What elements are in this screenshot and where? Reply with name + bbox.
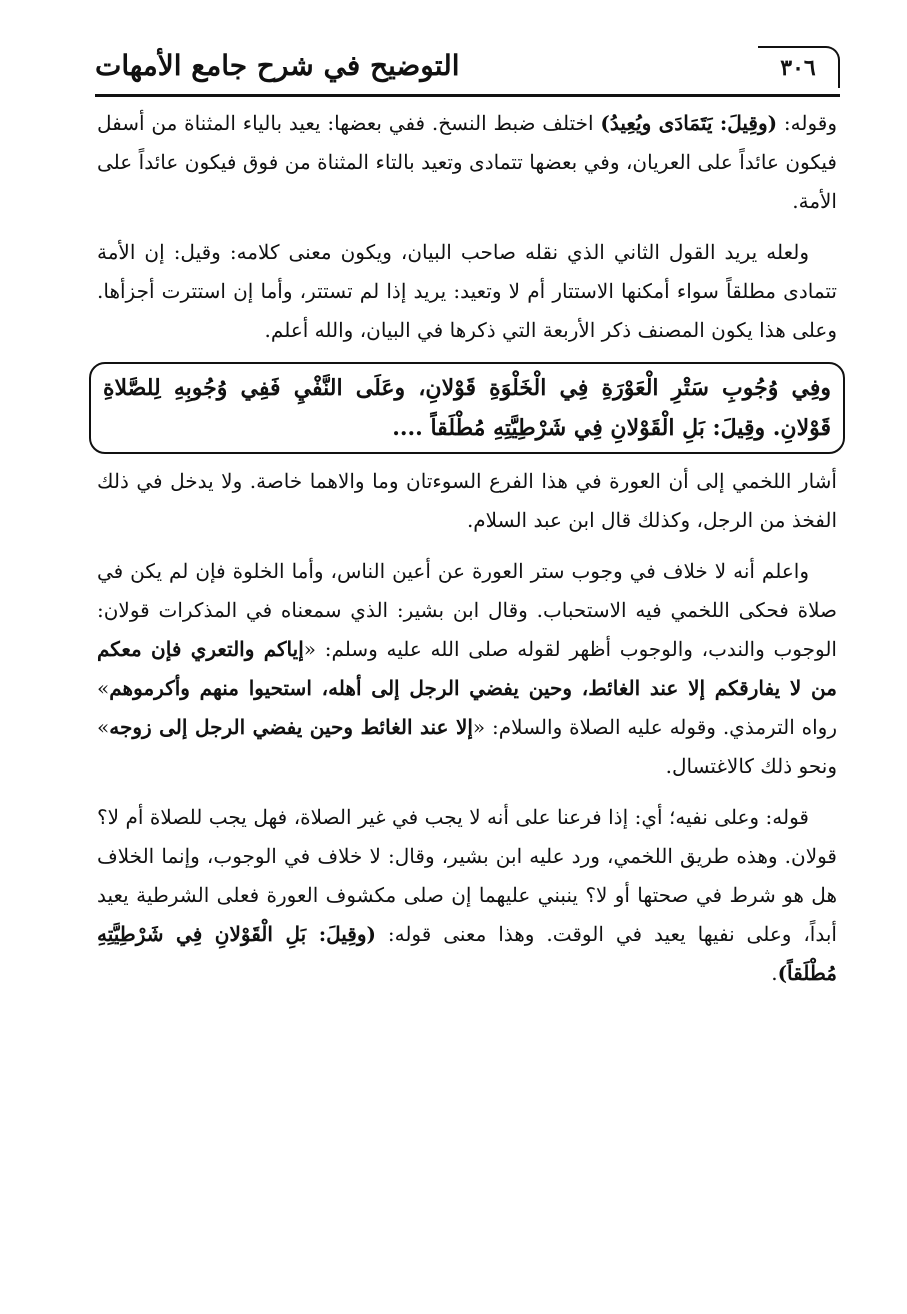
paragraph-2: ولعله يريد القول الثاني الذي نقله صاحب البيان، ويكون معنى كلامه: وقيل: إن الأمة تتمادى مطلقاً سواء أمكنها الاستتار أم لا وتعيد: يريد إذا لم تستتر، وأما إن استترت أجزأها. وعلى هذا يكون المصنف ذكر الأربعة التي ذكرها في البيان، والله أعلم. [97,240,837,342]
page-header [95,44,840,94]
matn-box [89,362,845,454]
header-rule [95,94,840,97]
p1-rest: اختلف ضبط النسخ. ففي بعضها: يعيد بالياء المثناة من أسفل فيكون عائداً على العريان، وفي بعضها تتمادى وتعيد بالتاء المثناة من فوق فيكون عائداً على الأمة. [97,111,837,213]
running-title: التوضيح في شرح جامع الأمهات [95,49,460,82]
p5-quote: (وقِيلَ: بَلِ الْقَوْلانِ فِي شَرْطِيَّتِهِ مُطْلَقاً) [97,922,837,985]
page-number: ٣٠٦ [758,46,840,88]
p1-label: وقوله: [777,111,838,135]
p4-text-a: واعلم أنه لا خلاف في وجوب ستر العورة عن أعين الناس، وأما الخلوة فإن لم يكن في صلاة فحكى اللخمي فيه الاستحباب. وقال ابن بشير: الذي سمعناه في المذكرات قولان: الوجوب والندب، والوجوب أظهر لقوله صلى الله عليه وسلم: « [97,559,837,661]
p1-quote: (وقِيلَ: يَتَمَادَى ويُعِيدُ) [600,111,778,135]
p5-text-a: قوله: وعلى نفيه؛ أي: إذا فرعنا على أنه لا يجب في غير الصلاة، فهل يجب للصلاة أم لا؟ قولان. وهذه طريق اللخمي، ورد عليه ابن بشير، وقال: لا خلاف في الوجوب، وإنما الخلاف هل هو شرط في صحتها أو لا؟ ينبني عليهما إن صلى مكشوف العورة فعلى الشرطية يعيد أبداً، وعلى نفيها يعيد في الوقت. وهذا معنى قوله: [97,805,837,946]
body-text [97,104,837,1005]
p5-end: . [771,961,778,985]
paragraph-5 [97,798,837,993]
paragraph-4 [97,552,837,786]
p4-hadith-1: إياكم والتعري فإن معكم من لا يفارقكم إلا عند الغائط، وحين يفضي الرجل إلى أهله، استحيوا منهم وأكرموهم [97,637,837,700]
p4-text-b: » رواه الترمذي. وقوله عليه الصلاة والسلام: « [97,676,837,739]
paragraph-3: أشار اللخمي إلى أن العورة في هذا الفرع السوءتان وما والاهما خاصة. ولا يدخل في ذلك الفخذ من الرجل، وكذلك قال ابن عبد السلام. [97,469,837,532]
paragraph-1 [97,104,837,221]
matn-text: وفِي وُجُوبِ سَتْرِ الْعَوْرَةِ فِي الْخَلْوَةِ قَوْلانِ، وعَلَى النَّفْيِ فَفِي وُجُوبِهِ لِلصَّلاةِ قَوْلانِ. وقِيلَ: بَلِ الْقَوْلانِ فِي شَرْطِيَّتِهِ مُطْلَقاً .... [103,375,831,441]
p4-hadith-2: إلا عند الغائط وحين يفضي الرجل إلى زوجه [109,715,473,739]
p4-text-c: » ونحو ذلك كالاغتسال. [97,715,837,778]
